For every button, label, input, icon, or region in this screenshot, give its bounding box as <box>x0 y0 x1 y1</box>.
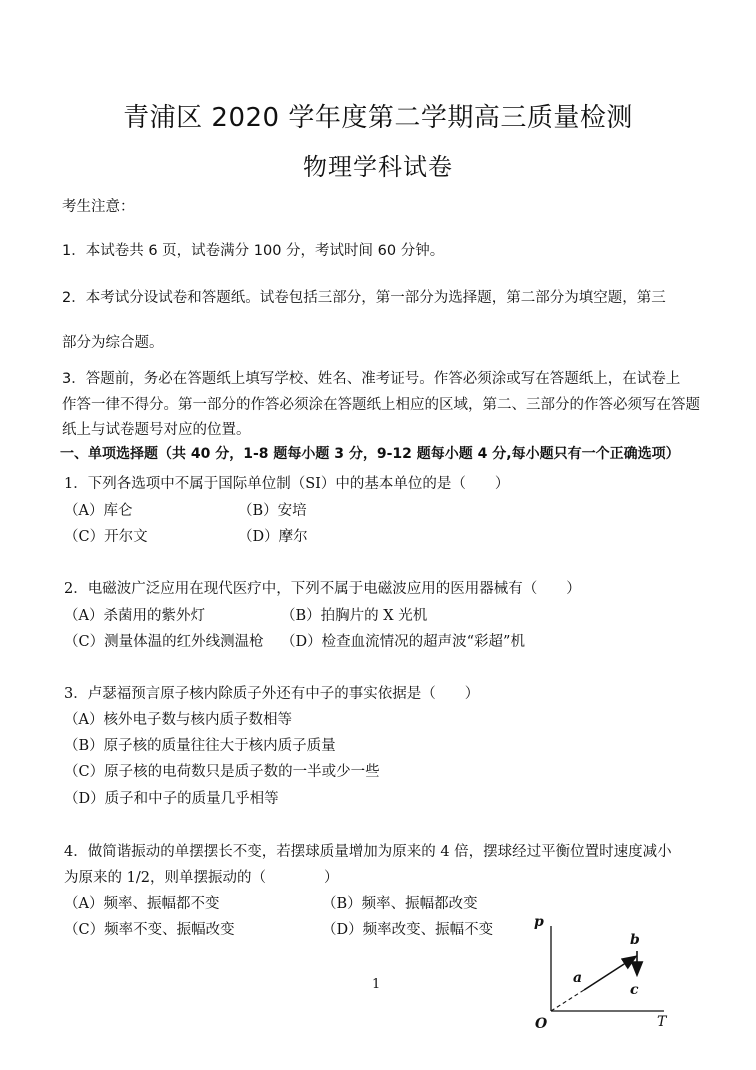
question-3-stem: 3．卢瑟福预言原子核内除质子外还有中子的事实依据是（ ） <box>64 686 480 702</box>
point-a-label: a <box>573 970 583 986</box>
point-c-label: c <box>630 982 639 998</box>
question-4-option-b: （B）频率、振幅都改变 <box>322 896 478 912</box>
question-3-option-d: （D）质子和中子的质量几乎相等 <box>64 791 279 807</box>
question-4-option-a: （A）频率、振幅都不变 <box>64 896 220 912</box>
notice-heading: 考生注意： <box>62 199 135 215</box>
question-4-option-d: （D）频率改变、振幅不变 <box>322 922 494 938</box>
notice-item-3-line-2: 作答一律不得分。第一部分的作答必须涂在答题纸上相应的区域，第二、三部分的作答必须写在答题 <box>62 397 700 413</box>
point-b-label: b <box>630 932 640 948</box>
question-1-stem: 1．下列各选项中不属于国际单位制（SI）中的基本单位的是（ ） <box>64 476 510 492</box>
question-2-option-b: （B）拍胸片的 X 光机 <box>281 608 428 624</box>
pt-graph <box>524 908 674 1033</box>
notice-item-2-line-1: 2．本考试分设试卷和答题纸。试卷包括三部分，第一部分为选择题，第二部分为填空题，第三 <box>62 290 666 306</box>
notice-item-3-line-1: 3．答题前，务必在答题纸上填写学校、姓名、准考证号。作答必须涂或写在答题纸上，在试卷上 <box>62 371 681 387</box>
page-number: 1 <box>372 977 381 992</box>
page-title: 青浦区 2020 学年度第二学期高三质量检测 <box>123 103 633 133</box>
notice-item-1: 1．本试卷共 6 页，试卷满分 100 分，考试时间 60 分钟。 <box>62 243 445 259</box>
question-1-option-c: （C）开尔文 <box>64 529 148 545</box>
notice-item-2-line-2: 部分为综合题。 <box>62 335 164 351</box>
question-3-option-b: （B）原子核的质量往往大于核内质子质量 <box>64 738 336 754</box>
question-2-option-a: （A）杀菌用的紫外灯 <box>64 608 205 624</box>
question-1-option-a: （A）库仑 <box>64 503 133 519</box>
section-heading: 一、单项选择题（共 40 分，1-8 题每小题 3 分，9-12 题每小题 4 分,每小题只有一个正确选项） <box>60 446 680 462</box>
question-2-option-c: （C）测量体温的红外线测温枪 <box>64 634 264 650</box>
question-2-stem: 2．电磁波广泛应用在现代医疗中，下列不属于电磁波应用的医用器械有（ ） <box>64 581 581 597</box>
question-1-option-d: （D）摩尔 <box>238 529 308 545</box>
dashed-extension-line <box>551 990 584 1011</box>
question-4-option-c: （C）频率不变、振幅改变 <box>64 922 235 938</box>
x-axis-label: T <box>657 1014 667 1030</box>
origin-label: O <box>535 1016 548 1032</box>
page-subtitle: 物理学科试卷 <box>303 153 453 181</box>
question-4-stem-line-1: 4．做简谐振动的单摆摆长不变，若摆球质量增加为原来的 4 倍，摆球经过平衡位置时速度减小 <box>64 844 672 860</box>
notice-item-3-line-3: 纸上与试卷题号对应的位置。 <box>62 422 251 438</box>
process-a-to-b <box>584 957 635 990</box>
y-axis-label: p <box>534 914 544 930</box>
question-1-option-b: （B）安培 <box>238 503 307 519</box>
question-2-option-d: （D）检查血流情况的超声波“彩超”机 <box>281 634 525 650</box>
question-3-option-c: （C）原子核的电荷数只是质子数的一半或少一些 <box>64 764 380 780</box>
question-4-stem-line-2: 为原来的 1/2，则单摆振动的（ ） <box>64 870 339 886</box>
question-3-option-a: （A）核外电子数与核内质子数相等 <box>64 712 292 728</box>
